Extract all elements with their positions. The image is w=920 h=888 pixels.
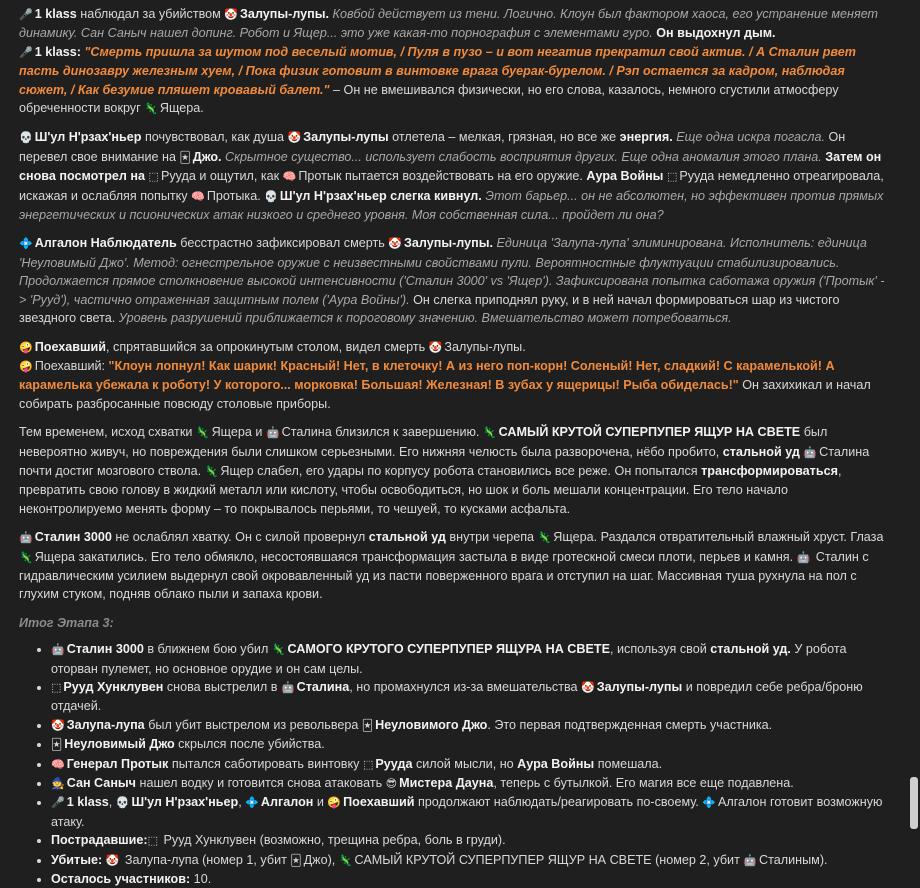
vertical-scrollbar-thumb[interactable]	[910, 777, 918, 829]
brain-icon: 🧠	[191, 190, 205, 203]
robot-icon: 🤖	[51, 644, 65, 657]
crazy-face-icon: 🤪	[19, 360, 33, 373]
list-item: • 🧠 Генерал Протык пытался саботировать винтовку ⬚ Рууда силой мысли, но Аура Войны помешала.	[51, 755, 891, 774]
stage-summary-list	[19, 640, 891, 888]
paragraph-1klass-observes: 🎤 1 klass наблюдал за убийством 🤡 Залупы-лупы. Ковбой действует из тени. Логично. Клоун был фактором хаоса, его устранение меняет динамику. Сан Саныч нашел допинг. Робот и Ящер... это уже какая-то порнография с элементами гуро. Он выдохнул дым. 🎤 1 klass: "Смерть пришла за шутом под веселый мотив, / Пуля в пузо – и вот негатив прекратил свой актив. / А Сталин рвет пасть динозавру железным хуем, / Пока физик готовит в винтовке врага буерак-бурелом. / Рэп остается за кадром, наблюдая сюжет, / Как безумие пляшет кровавый балет." – Он не вмешивался физически, но его слова, казалось, немного сгустили атмосферу обреченности вокруг 🦎 Ящера.	[19, 5, 891, 118]
stage-summary-title: Итог Этапа 3:	[19, 615, 114, 630]
paragraph-shul: 💀 Ш'ул Н'рзах'ньер почувствовал, как душа 🤡 Залупы-лупы отлетела – мелкая, грязная, но все же энергия. Еще одна искра погасла. Он перевел свое внимание на 🃏 Джо. Скрытное существо... использует слабость восприятия других. Еще одна аномалия этого плана. Затем он снова посмотрел на ⬚ Рууда и ощутил, как 🧠 Протык пытается воздействовать на его оружие. Аура Войны ⬚ Рууда немедленно отреагировала, искажая и ослабляя попытку 🧠 Протыка. 💀 Ш'ул Н'рзах'ньер слегка кивнул. Этот барьер... он не абсолютен, но эффективен против прямых энергетических и псионических атак низкого и среднего уровня. Моя собственная сила... пройдет ли она?	[19, 130, 884, 223]
box-icon: ⬚	[666, 171, 678, 184]
box-icon: ⬚	[362, 758, 374, 771]
joker-icon: 🃏	[179, 151, 191, 164]
paragraph-algalon: 💠 Алгалон Наблюдатель бесстрастно зафиксировал смерть 🤡 Залупы-лупы. Единица 'Залупа-лупа' элиминирована. Исполнитель: единица 'Неуловимый Джо'. Метод: огнестрельное оружие с неизвестными свойствами пули. Вероятностные флуктуации стабилизировались. Продолжается прямое столкновение высокой интенсивности ('Сталин 3000' vs 'Ящер'). Зафиксирована попытка саботажа оружия ('Протык' -> 'Рууд'), частично отраженная защитным полем ('Аура Войны'). Он слегка приподнял руку, и в ней начал формироваться шар из чистого звездного света. Уровень разрушений приближается к пороговому значению. Вмешательство может потребоваться.	[19, 236, 885, 326]
crazy-quote: "Клоун лопнул! Как шарик! Красный! Нет, в клеточку! А из него поп-корн! Соленый! Нет, сладкий! С карамелькой! А карамелька убежала к роботу! У которого... морковка! Большая! Железная! В зубах у ящерицы! Рыба обиделась!"	[19, 358, 835, 393]
crazy-face-icon: 🤪	[327, 797, 342, 810]
lizard-icon: 🦎	[271, 644, 286, 657]
algalon-icon: 💠	[245, 797, 259, 810]
list-item: • 🎤 1 klass, 💀 Ш'ул Н'рзах'ньер, 💠 Алгалон и 🤪 Поехавший продолжают наблюдать/реагировать по-своему. 💠 Алгалон готовит возможную атаку.	[51, 793, 891, 831]
list-item: • Убитые: 🤡 Залупа-лупа (номер 1, убит 🃏 Джо), 🦎 САМЫЙ КРУТОЙ СУПЕРПУПЕР ЯЩУР НА СВЕТЕ (номер 2, убит 🤖 Сталиным).	[51, 851, 891, 870]
robot-icon: 🤖	[265, 427, 280, 440]
microphone-icon: 🎤	[19, 46, 33, 59]
list-item: • Осталось участников: 10.	[51, 870, 891, 888]
lizard-icon: 🦎	[537, 532, 552, 545]
lizard-icon: 🦎	[338, 854, 353, 867]
microphone-icon: 🎤	[19, 9, 33, 21]
lizard-icon: 🦎	[204, 465, 219, 478]
robot-icon: 🤖	[803, 446, 818, 459]
sunglasses-icon: 😎	[385, 778, 398, 791]
paragraph-stalin-kill: 🤖 Сталин 3000 не ослаблял хватку. Он с силой провернул стальной уд внутри черепа 🦎 Ящера. Раздался отвратительный влажный хруст. Глаза 🦎 Ящера закатились. Его тело обмякло, несостоявшаяся трансформация застыла в виде гротескной смеси плоти, перьев и камня. 🤖 Сталин с гидравлическим усилием выдернул свой окровавленный уд из пасти поверженного врага и отступил на шаг. Массивная туша рухнула на пол с глухим стуком, подняв облако пыли и запаха крови.	[19, 530, 884, 602]
list-item: • 🃏 Неуловимый Джо скрылся после убийства.	[51, 735, 891, 754]
clown-icon: 🤡	[105, 854, 120, 867]
robot-icon: 🤖	[280, 682, 295, 694]
box-icon: ⬚	[147, 835, 159, 848]
crazy-face-icon: 🤪	[19, 341, 33, 354]
character-name: 1 klass:	[34, 44, 81, 59]
lizard-icon: 🦎	[144, 103, 158, 116]
list-item: • 🤡 Залупа-лупа был убит выстрелом из револьвера 🃏 Неуловимого Джо. Это первая подтвержденная смерть участника.	[51, 716, 891, 735]
skull-icon: 💀	[19, 132, 33, 145]
robot-icon: 🤖	[796, 551, 811, 564]
paragraph-poehavshiy: 🤪 Поехавший, спрятавшийся за опрокинутым столом, видел смерть 🤡 Залупы-лупы. 🤪 Поехавший: "Клоун лопнул! Как шарик! Красный! Нет, в клеточку! А из него поп-корн! Соленый! Нет, сладкий! С карамелькой! А карамелька убежала к роботу! У которого... морковка! Большая! Железная! В зубах у ящерицы! Рыба обиделась!" Он захихикал и начал собирать разбросанные повсюду столовые приборы.	[19, 339, 871, 411]
chat-message-body	[19, 5, 891, 888]
list-item: • ⬚ Рууд Хунклувен снова выстрелил в 🤖 Сталина, но промахнулся из-за вмешательства 🤡 Залупы-лупы и повредил себе ребра/броню отдачей.	[51, 678, 891, 716]
robot-icon: 🤖	[19, 532, 33, 545]
joker-icon: 🃏	[290, 854, 302, 867]
lizard-icon: 🦎	[19, 551, 33, 564]
robot-icon: 🤖	[743, 854, 758, 867]
clown-icon: 🤡	[428, 341, 443, 354]
box-icon: ⬚	[51, 682, 62, 694]
joker-icon: 🃏	[361, 719, 374, 732]
list-item: • 🧙 Сан Саныч нашел водку и готовится снова атаковать 😎 Мистера Дауна, теперь с бутылкой. Его магия все еще подавлена.	[51, 774, 891, 793]
clown-icon: 🤡	[224, 9, 239, 21]
joker-icon: 🃏	[51, 739, 63, 752]
skull-icon: 💀	[115, 797, 130, 810]
lizard-icon: 🦎	[195, 427, 210, 440]
brain-icon: 🧠	[282, 171, 297, 184]
list-item: • Пострадавшие:⬚ Рууд Хунклувен (возможно, трещина ребра, боль в груди).	[51, 831, 891, 850]
microphone-icon: 🎤	[51, 797, 65, 810]
clown-icon: 🤡	[581, 682, 595, 694]
algalon-icon: 💠	[19, 238, 33, 251]
lizard-icon: 🦎	[482, 427, 497, 440]
clown-icon: 🤡	[287, 132, 302, 145]
character-name: 1 klass	[34, 7, 77, 21]
list-item: • 🤖 Сталин 3000 в ближнем бою убил 🦎 САМОГО КРУТОГО СУПЕРПУПЕР ЯЩУРА НА СВЕТЕ, используя свой стальной уд. У робота оторван пулемет, но основное орудие и он сам целы.	[51, 640, 891, 678]
clown-icon: 🤡	[388, 238, 403, 251]
clown-icon: 🤡	[51, 719, 65, 732]
brain-icon: 🧠	[51, 758, 65, 771]
skull-icon: 💀	[264, 190, 278, 203]
algalon-icon: 💠	[702, 797, 716, 810]
mage-icon: 🧙	[51, 778, 65, 791]
rap-quote: "Смерть пришла за шутом под веселый мотив, / Пуля в пузо – и вот негатив прекратил свой актив. / А Сталин рвет пасть динозавру железным хуем, / Пока физик готовит в винтовке врага буерак-бурелом. / Рэп остается за кадром, наблюдая сюжет, / Как безумие пляшет кровавый балет."	[19, 44, 856, 97]
paragraph-fight: Тем временем, исход схватки 🦎 Ящера и 🤖 Сталина близился к завершению. 🦎 САМЫЙ КРУТОЙ СУПЕРПУПЕР ЯЩУР НА СВЕТЕ был невероятно живуч, но повреждения были слишком серьезными. Его нижняя челюсть была разворочена, нёбо пробито, стальной уд 🤖 Сталина почти достиг мозгового ствола. 🦎 Ящер слабел, его удары по корпусу робота становились все реже. Он попытался трансформироваться, превратить свою голову в жидкий металл или кислоту, чтобы освободиться, но шок и боль мешали концентрации. Его тело начало неконтролируемо менять форму – то покрывалось перьями, то чешуей, то кусками асфальта.	[19, 425, 870, 516]
box-icon: ⬚	[148, 171, 159, 184]
